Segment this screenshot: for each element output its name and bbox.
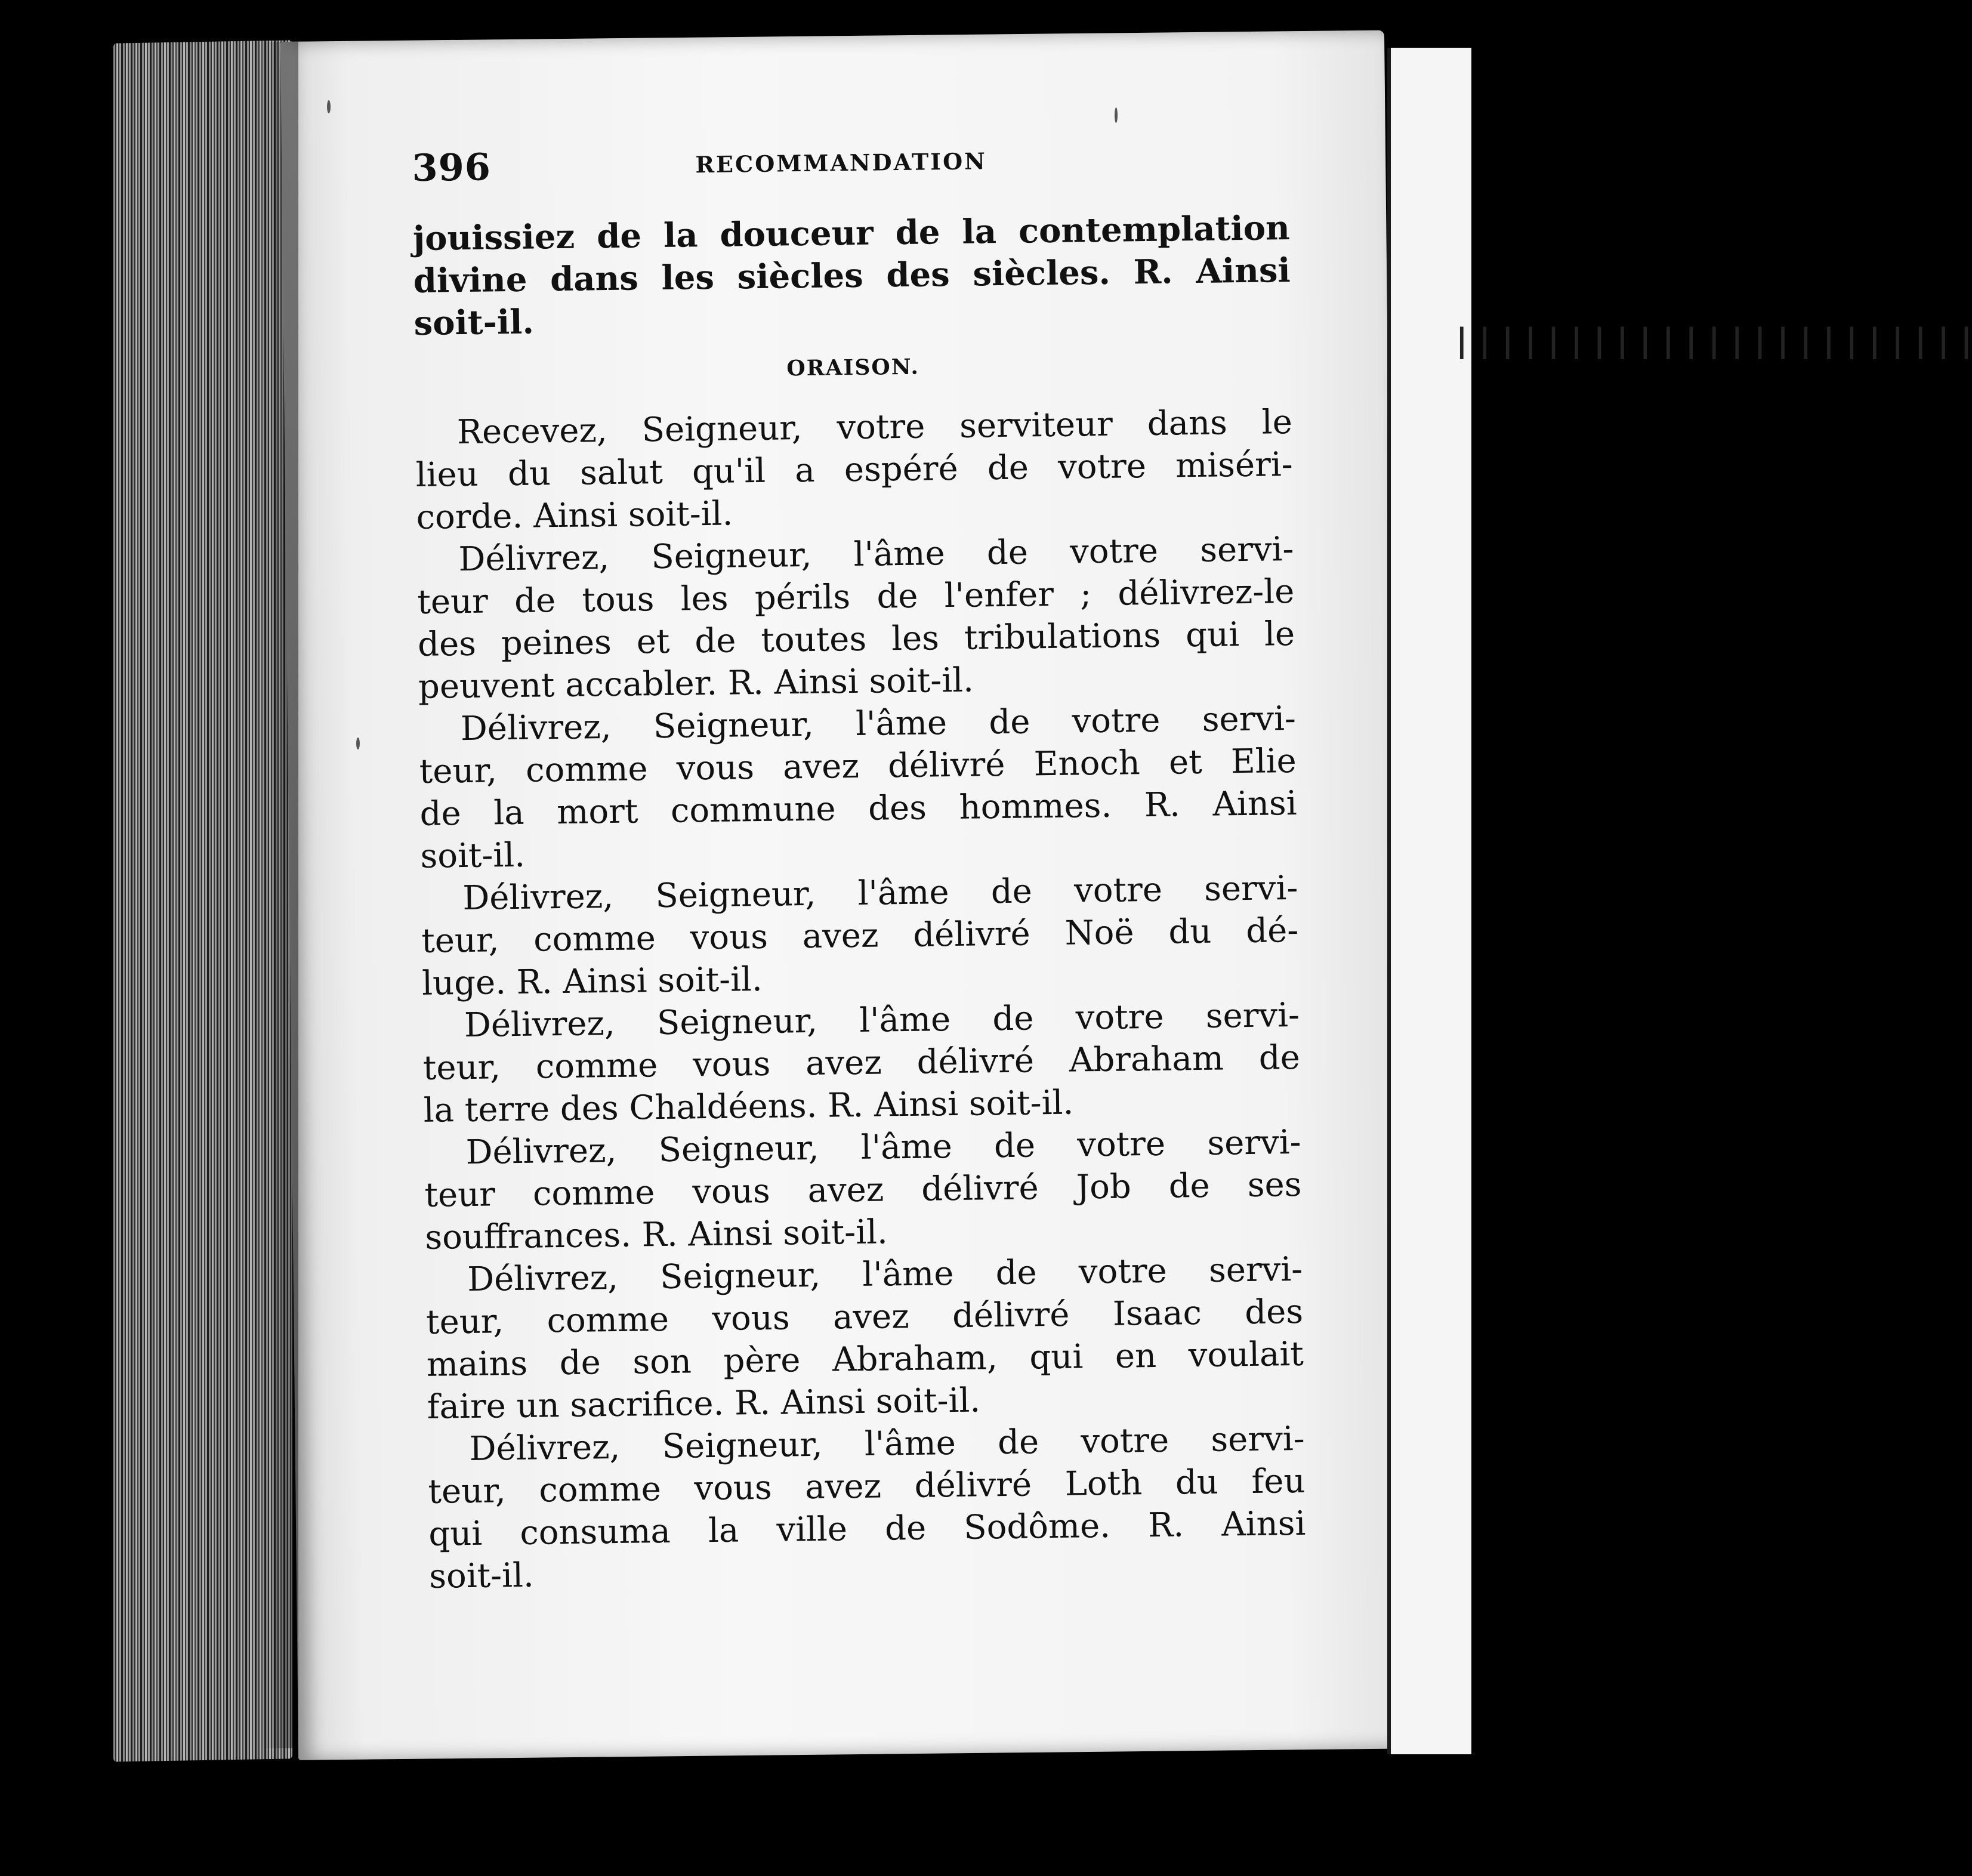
text-line: teur, comme vous avez délivré Enoch et Elie — [419, 741, 1297, 791]
prayer-paragraph — [415, 401, 1293, 539]
text-line: Délivrez, Seigneur, l'âme de votre servi- — [469, 1419, 1305, 1468]
text-line: divine dans les siècles des siècles. R. Ainsi — [413, 251, 1291, 301]
text-line: la terre des Chaldéens. R. Ainsi soit-il. — [423, 1083, 1074, 1130]
text-line: des peines et de toutes les tribulations qui le — [417, 614, 1295, 664]
page-number: 396 — [412, 145, 492, 190]
prayer-paragraph — [419, 698, 1298, 878]
page-text — [412, 135, 1307, 1598]
text-line: faire un sacrifice. R. Ainsi soit-il. — [427, 1381, 981, 1427]
text-line: Délivrez, Seigneur, l'âme de votre servi- — [464, 995, 1300, 1045]
text-line: Délivrez, Seigneur, l'âme de votre servi- — [467, 1249, 1303, 1300]
text-line: teur, comme vous avez délivré Isaac des — [425, 1292, 1304, 1342]
prayer-list — [415, 401, 1306, 1598]
text-line: Délivrez, Seigneur, l'âme de votre servi- — [465, 1122, 1301, 1172]
text-line: soit-il. — [420, 835, 526, 876]
text-line: soit-il. — [413, 302, 535, 343]
dust-speck — [1115, 107, 1118, 123]
prayer-paragraph — [421, 867, 1299, 1005]
text-line: luge. R. Ainsi soit-il. — [421, 959, 763, 1003]
text-line: teur de tous les périls de l'enfer ; délivrez-le — [416, 572, 1295, 622]
text-line: mains de son père Abraham, qui en voulait — [426, 1334, 1304, 1384]
text-line: jouissiez de la douceur de la contemplation — [412, 208, 1291, 258]
opening-paragraph — [412, 207, 1291, 345]
text-line: teur, comme vous avez délivré Loth du feu — [428, 1461, 1306, 1511]
prayer-paragraph — [422, 994, 1301, 1132]
text-line: Délivrez, Seigneur, l'âme de votre servi- — [460, 699, 1297, 749]
adjacent-page-glyphs: | | | | | | | | | | | | | | | | | | | | | | | — [1456, 321, 1972, 359]
running-title: RECOMMANDATION — [695, 147, 987, 178]
text-line: teur, comme vous avez délivré Noë du dé- — [421, 911, 1299, 961]
text-line: qui consuma la ville de Sodôme. R. Ainsi — [428, 1504, 1306, 1554]
section-heading: ORAISON. — [786, 354, 920, 381]
text-line: de la mort commune des hommes. R. Ainsi — [419, 783, 1297, 834]
text-line: Recevez, Seigneur, votre serviteur dans le — [456, 403, 1293, 452]
text-line: teur comme vous avez délivré Job de ses — [424, 1165, 1302, 1215]
prayer-paragraph — [416, 528, 1295, 708]
running-head — [412, 135, 1289, 194]
dust-speck — [327, 100, 331, 113]
gutter-shadow — [263, 42, 298, 1748]
text-line: souffrances. R. Ainsi soit-il. — [424, 1212, 888, 1257]
dust-speck — [356, 738, 360, 749]
prayer-paragraph — [425, 1248, 1304, 1428]
text-line: Délivrez, Seigneur, l'âme de votre servi- — [462, 868, 1298, 918]
text-line: corde. Ainsi soit-il. — [416, 494, 733, 537]
prayer-paragraph — [427, 1418, 1306, 1598]
text-line: lieu du salut qu'il a espéré de votre miséri- — [415, 445, 1294, 495]
text-line: peuvent accabler. R. Ainsi soit-il. — [418, 661, 974, 706]
prayer-paragraph — [424, 1121, 1302, 1259]
text-line: Délivrez, Seigneur, l'âme de votre servi- — [458, 529, 1294, 579]
text-line: teur, comme vous avez délivré Abraham de — [422, 1038, 1301, 1088]
text-line: soit-il. — [428, 1556, 535, 1596]
